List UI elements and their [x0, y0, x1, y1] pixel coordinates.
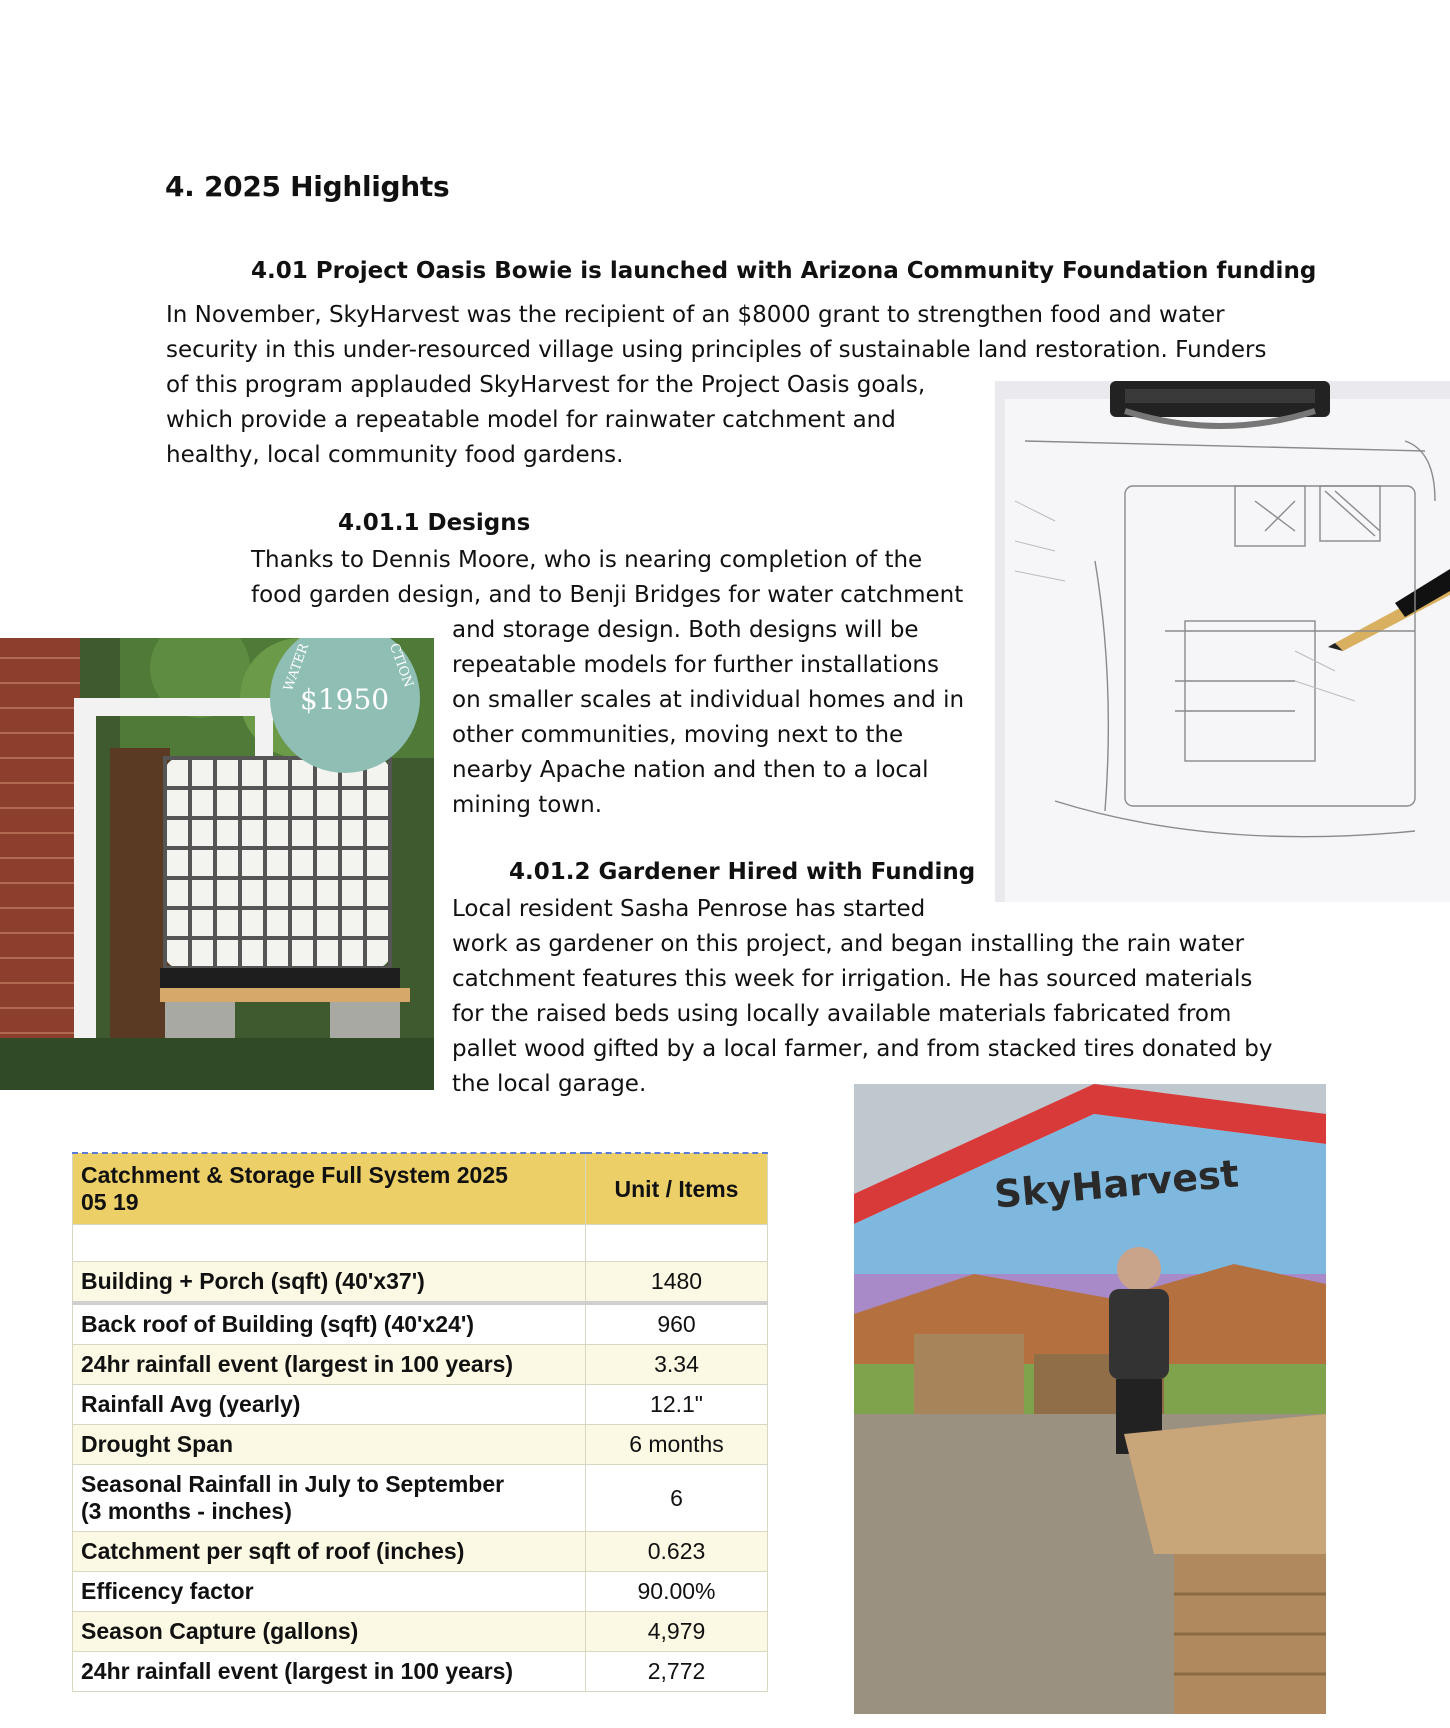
text-line: nearby Apache nation and then to a local	[452, 757, 929, 783]
gardener-mural-photo	[854, 1084, 1326, 1714]
text-line: Thanks to Dennis Moore, who is nearing completion of the	[251, 547, 923, 573]
heading-4-01-1: 4.01.1 Designs	[338, 510, 531, 536]
table-row: Season Capture (gallons) 4,979	[73, 1612, 768, 1652]
table-blank-row	[73, 1225, 768, 1262]
table-row: 24hr rainfall event (largest in 100 years) 2,772	[73, 1652, 768, 1692]
text-line: other communities, moving next to the	[452, 722, 904, 748]
text-line: healthy, local community food gardens.	[166, 442, 624, 468]
badge-arc-text-right: CTION	[386, 641, 416, 690]
table-row: Back roof of Building (sqft) (40'x24') 960	[73, 1303, 768, 1345]
mural-sign: SkyHarvest	[992, 1151, 1241, 1217]
heading-4-01: 4.01 Project Oasis Bowie is launched with Arizona Community Foundation funding	[251, 258, 1317, 284]
text-line: security in this under-resourced village using principles of sustainable land restoration. Funders	[166, 337, 1267, 363]
catchment-table	[72, 1152, 768, 1692]
water-tank-photo	[0, 638, 434, 1090]
table-header-unit: Unit / Items	[586, 1153, 768, 1225]
text-line: which provide a repeatable model for rainwater catchment and	[166, 407, 896, 433]
text-line: for the raised beds using locally available materials fabricated from	[452, 1001, 1232, 1027]
table-row: Efficency factor 90.00%	[73, 1572, 768, 1612]
text-line: mining town.	[452, 792, 603, 818]
text-line: catchment features this week for irrigation. He has sourced materials	[452, 966, 1253, 992]
badge-arc-text-left: WATER	[281, 641, 313, 694]
table-row: Catchment per sqft of roof (inches) 0.623	[73, 1532, 768, 1572]
price-badge: $1950	[300, 683, 390, 716]
table-header-item: Catchment & Storage Full System 2025 05 19	[73, 1153, 586, 1225]
text-line: on smaller scales at individual homes and in	[452, 687, 965, 713]
table-row: Rainfall Avg (yearly) 12.1"	[73, 1385, 768, 1425]
text-line: and storage design. Both designs will be	[452, 617, 919, 643]
paragraph-4-01-1-side	[452, 613, 964, 823]
garden-sketch-photo	[995, 381, 1450, 902]
table-row: Seasonal Rainfall in July to September (3 months - inches) 6	[73, 1465, 768, 1532]
text-line: repeatable models for further installations	[452, 652, 939, 678]
text-line: pallet wood gifted by a local farmer, and from stacked tires donated by	[452, 1036, 1273, 1062]
text-line: work as gardener on this project, and began installing the rain water	[452, 931, 1245, 957]
text-line: In November, SkyHarvest was the recipient of an $8000 grant to strengthen food and water	[166, 302, 1225, 328]
table-row: 24hr rainfall event (largest in 100 years) 3.34	[73, 1345, 768, 1385]
table-header-row	[73, 1153, 768, 1225]
text-line: the local garage.	[452, 1071, 647, 1097]
text-line: food garden design, and to Benji Bridges for water catchment	[251, 582, 964, 608]
paragraph-4-01-2	[452, 892, 1272, 1102]
paragraph-4-01-1-top	[251, 543, 963, 613]
table-row: Building + Porch (sqft) (40'x37') 1480	[73, 1262, 768, 1304]
table-row: Drought Span 6 months	[73, 1425, 768, 1465]
page-title: 4. 2025 Highlights	[165, 170, 450, 203]
text-line: of this program applauded SkyHarvest for the Project Oasis goals,	[166, 372, 926, 398]
heading-4-01-2: 4.01.2 Gardener Hired with Funding	[509, 859, 976, 885]
text-line: Local resident Sasha Penrose has started	[452, 896, 926, 922]
